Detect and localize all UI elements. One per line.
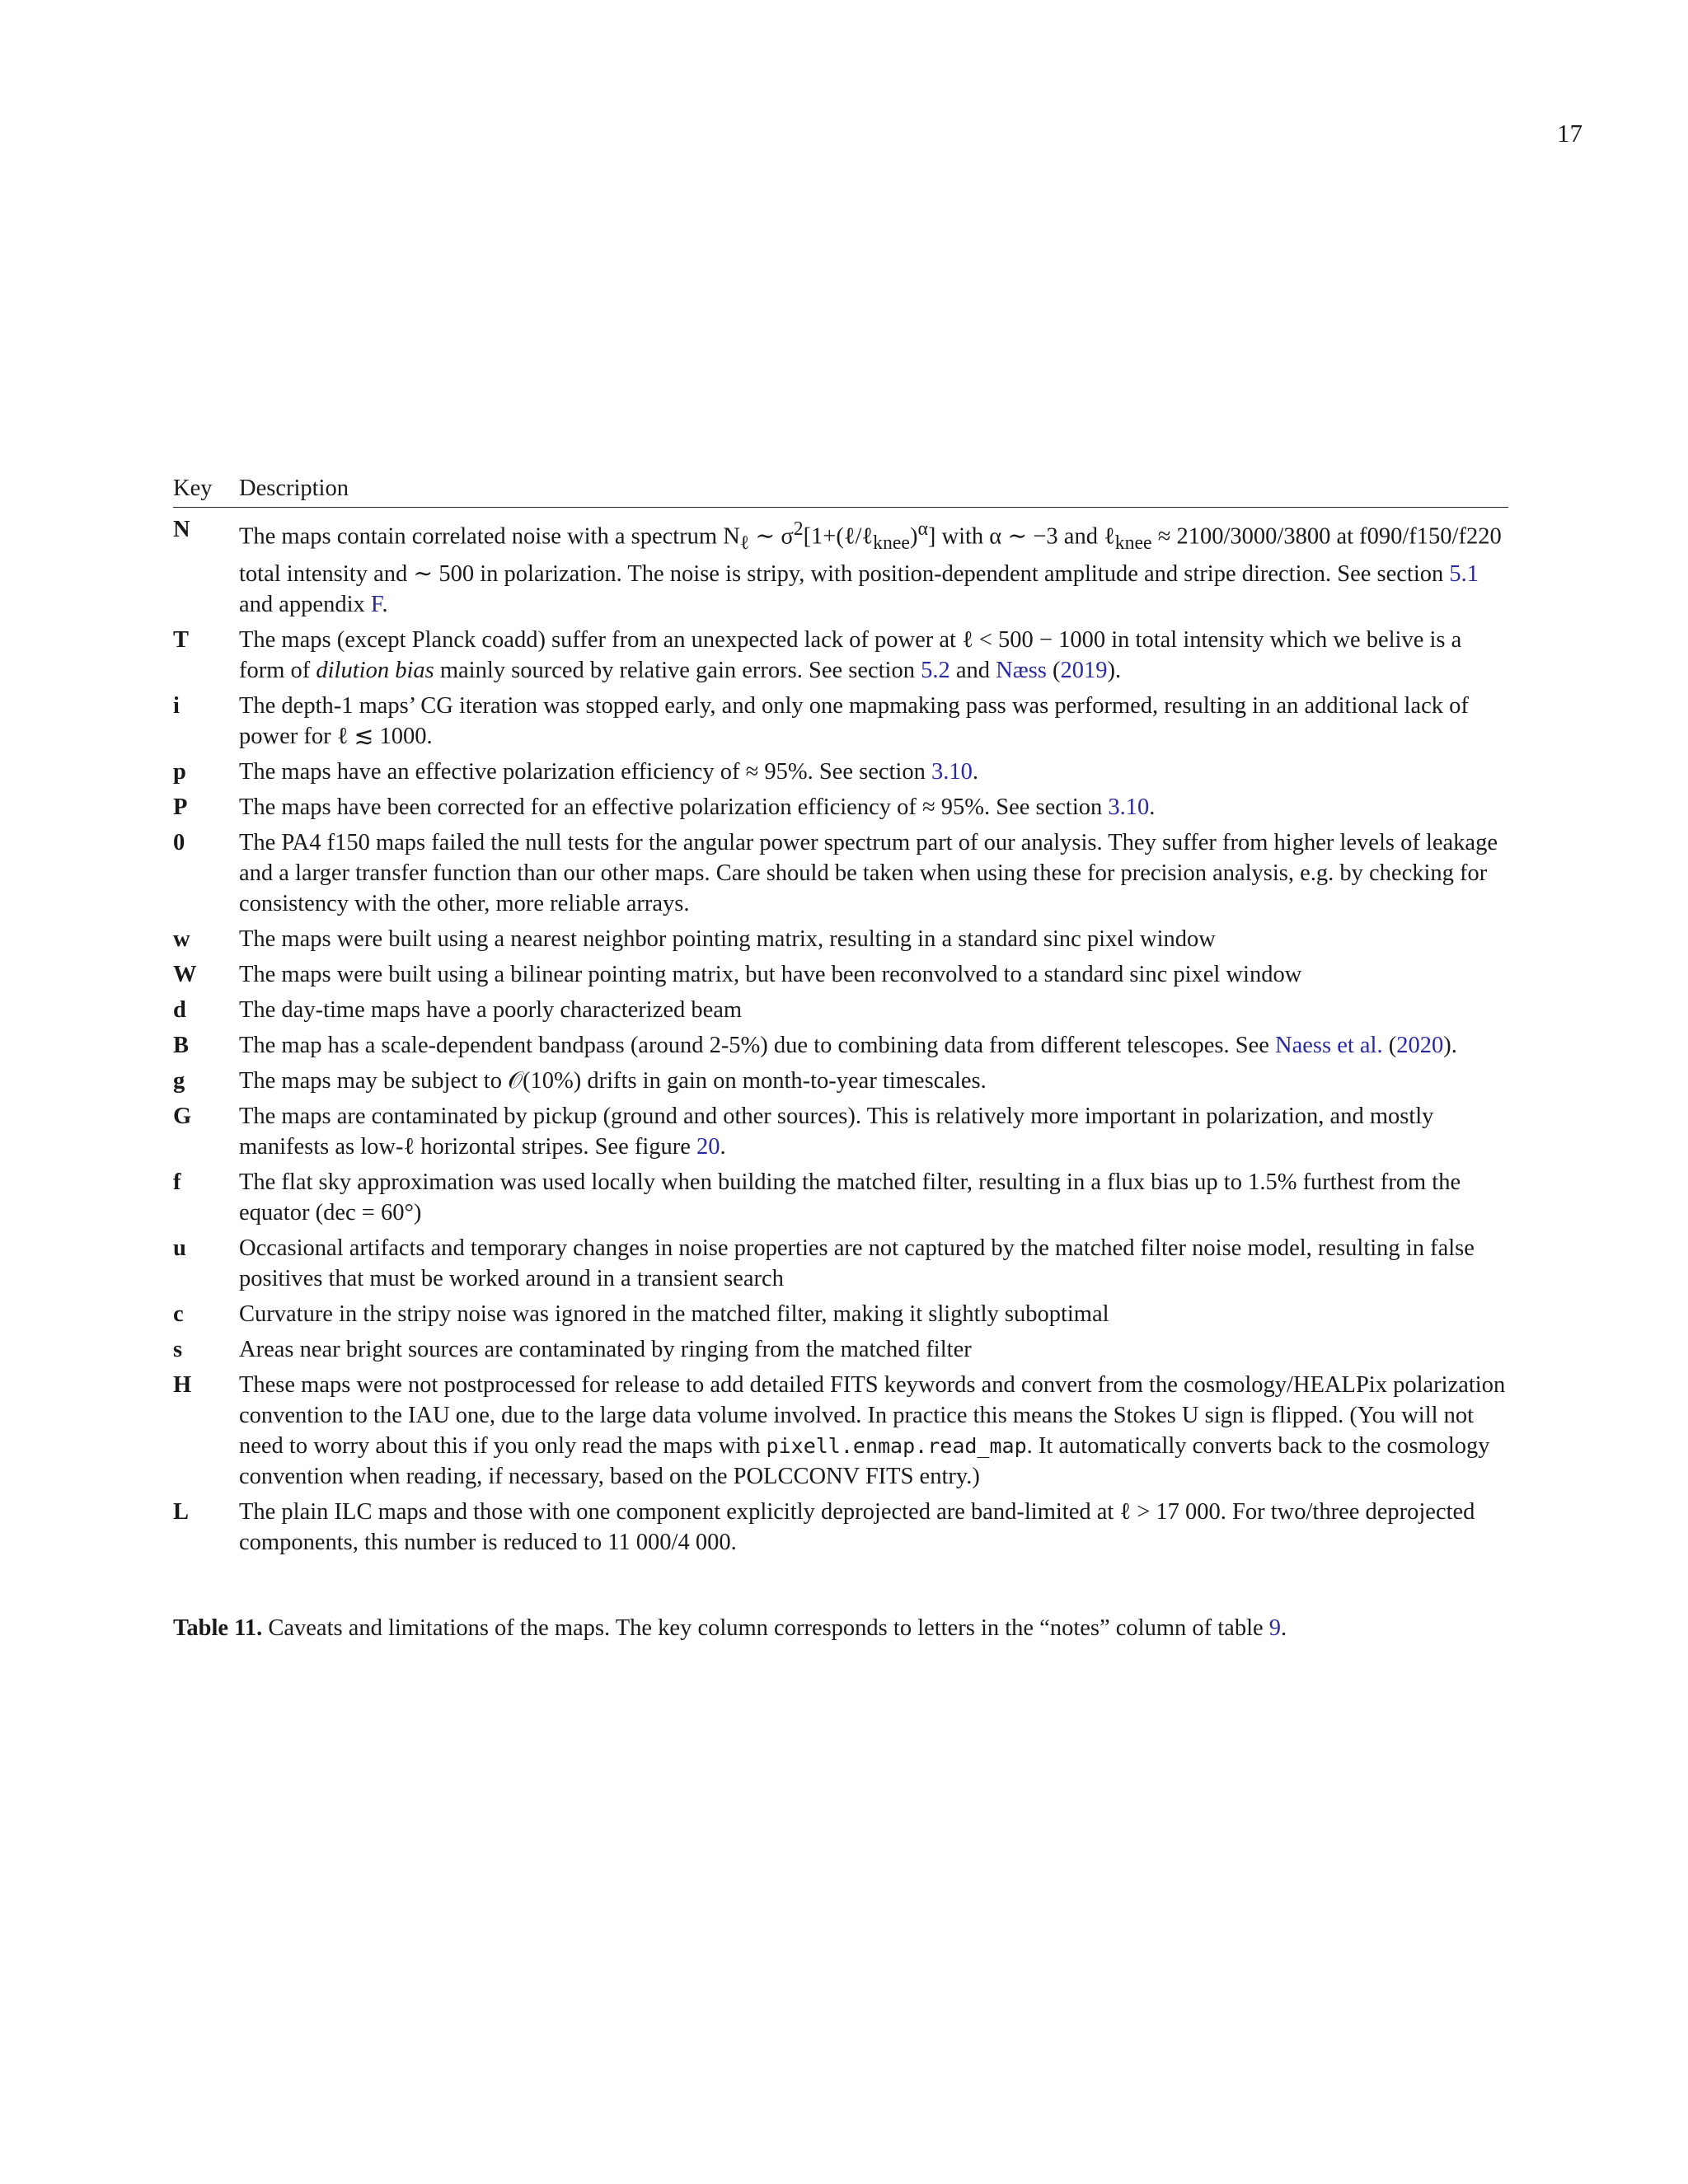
text-segment: knee	[873, 532, 910, 555]
text-segment: The maps are contaminated by pickup (ground and other sources). This is relatively more important in polarization, and mostly manifests as low-ℓ horizontal stripes. See figure	[239, 1104, 1434, 1160]
text-segment: Caveats and limitations of the maps. The key column corresponds to letters in the “notes” column of table	[262, 1615, 1269, 1641]
text-segment: The maps contain correlated noise with a spectrum N	[239, 523, 740, 550]
text-segment: The plain ILC maps and those with one component explicitly deprojected are band-limited at ℓ > 17 000. For two/three deprojected components, this number is reduced to 11 000/4 000.	[239, 1499, 1475, 1556]
cross-reference-link[interactable]: 5.1	[1449, 561, 1479, 588]
text-segment: .	[382, 592, 388, 618]
text-segment: mainly sourced by relative gain errors. See section	[434, 658, 921, 684]
row-key: W	[173, 962, 197, 988]
text-segment: The maps have been corrected for an effective polarization efficiency of ≈ 95%. See section	[239, 794, 1109, 821]
row-key: f	[173, 1169, 181, 1196]
text-segment: .	[1149, 794, 1156, 821]
row-key: T	[173, 627, 190, 654]
text-segment: and	[950, 658, 996, 684]
text-segment: ∼ σ	[749, 523, 794, 550]
table-row	[173, 792, 1508, 823]
row-key: G	[173, 1104, 192, 1130]
row-key: 0	[173, 830, 185, 856]
row-key: c	[173, 1301, 184, 1328]
cross-reference-link[interactable]: 3.10	[1108, 794, 1150, 821]
text-segment: 2	[793, 518, 804, 540]
text-segment: ).	[1443, 1033, 1457, 1059]
text-segment: (	[1046, 658, 1061, 684]
text-segment: ] with α ∼ −3 and ℓ	[927, 523, 1115, 550]
text-segment: .	[972, 759, 978, 785]
row-key: w	[173, 926, 190, 953]
row-description	[239, 1066, 1508, 1096]
row-key: N	[173, 517, 190, 542]
row-key: g	[173, 1068, 185, 1094]
text-segment: Occasional artifacts and temporary changes in noise properties are not captured by the matched filter noise model, resulting in false positives that must be worked around in a transient search	[239, 1235, 1475, 1292]
cross-reference-link[interactable]: Næss	[996, 658, 1047, 684]
row-description	[239, 1299, 1508, 1329]
row-description	[239, 1370, 1508, 1492]
row-description	[239, 1334, 1508, 1365]
table-row	[173, 691, 1508, 752]
text-segment: The maps were built using a nearest neighbor pointing matrix, resulting in a standard sinc pixel window	[239, 926, 1216, 953]
cross-reference-link[interactable]: 20	[696, 1134, 720, 1160]
caption-text	[262, 1615, 1287, 1641]
cross-reference-link[interactable]: 2020	[1396, 1033, 1444, 1059]
table-row	[173, 1101, 1508, 1162]
text-segment: )	[909, 523, 918, 550]
table-row	[173, 827, 1508, 919]
table-row	[173, 959, 1508, 990]
text-segment: (	[1382, 1033, 1397, 1059]
table-caption	[173, 1613, 1541, 1643]
text-segment: ≈ 2100/3000/3800 at f090/f150/f220 total intensity and ∼ 500 in polarization. The noise is stripy, with position-dependent amplitude and stripe direction. See section	[239, 523, 1502, 588]
row-description	[239, 1497, 1508, 1558]
page-number: 17	[1557, 119, 1582, 148]
key-column-header: Key	[173, 476, 213, 501]
cross-reference-link[interactable]: F	[370, 592, 382, 618]
row-description	[239, 757, 1508, 787]
table-row	[173, 1299, 1508, 1329]
row-key: B	[173, 1033, 190, 1059]
row-description	[239, 792, 1508, 823]
text-segment: Curvature in the stripy noise was ignored in the matched filter, making it slightly suboptimal	[239, 1301, 1109, 1328]
row-key: P	[173, 794, 188, 821]
cross-reference-link[interactable]: 9	[1268, 1615, 1282, 1641]
row-key: p	[173, 759, 186, 785]
caveats-table	[173, 473, 1508, 1563]
text-segment: The maps were built using a bilinear pointing matrix, but have been reconvolved to a standard sinc pixel window	[239, 962, 1302, 988]
table-row	[173, 1334, 1508, 1365]
row-description	[239, 959, 1508, 990]
text-segment: The depth-1 maps’ CG iteration was stopped early, and only one mapmaking pass was performed, resulting in an additional lack of power for ℓ ≲ 1000.	[239, 693, 1469, 750]
table-row	[173, 625, 1508, 686]
row-description	[239, 1101, 1508, 1162]
table-row	[173, 514, 1508, 620]
text-segment: The day-time maps have a poorly characterized beam	[239, 997, 743, 1024]
row-description	[239, 1233, 1508, 1294]
text-segment: The maps may be subject to 𝒪(10%) drifts in gain on month-to-year timescales.	[239, 1068, 987, 1094]
row-description	[239, 1030, 1508, 1061]
text-segment: .	[720, 1134, 726, 1160]
table-row	[173, 1497, 1508, 1558]
row-description	[239, 1167, 1508, 1228]
table-row	[173, 995, 1508, 1025]
text-segment: α	[917, 518, 928, 540]
text-segment: ).	[1107, 658, 1122, 684]
text-segment: These maps were not postprocessed for release to add detailed FITS keywords and convert from the cosmology/HEALPix polarization convention to the IAU one, due to the large data volume involved. In practice this means the Stokes U sign is flipped. (You will not need to worry about this if you only read the maps with	[239, 1372, 1506, 1460]
row-key: u	[173, 1235, 186, 1262]
row-description	[239, 995, 1508, 1025]
text-segment: pixell.enmap.read_map	[766, 1434, 1027, 1459]
row-key: H	[173, 1372, 192, 1399]
table-row	[173, 1370, 1508, 1492]
row-key: L	[173, 1499, 190, 1526]
text-segment: Areas near bright sources are contaminated by ringing from the matched filter	[239, 1337, 972, 1363]
table-row	[173, 1066, 1508, 1096]
table-row	[173, 757, 1508, 787]
table-row	[173, 924, 1508, 954]
text-segment: The maps (except Planck coadd) suffer from an unexpected lack of power at ℓ < 500 − 1000 in total intensity which we belive is a form of	[239, 627, 1462, 684]
text-segment: knee	[1114, 532, 1152, 555]
cross-reference-link[interactable]: 2019	[1060, 658, 1108, 684]
text-segment: and appendix	[239, 592, 371, 618]
table-row	[173, 1233, 1508, 1294]
cross-reference-link[interactable]: 3.10	[931, 759, 973, 785]
text-segment: [1+(ℓ/ℓ	[803, 523, 874, 550]
table-row	[173, 1167, 1508, 1228]
table-row	[173, 1030, 1508, 1061]
text-segment: The PA4 f150 maps failed the null tests for the angular power spectrum part of our analysis. They suffer from higher levels of leakage and a larger transfer function than our other maps. Care should be taken when using these for precision analysis, e.g. by checking for consistency with the other, more reliable arrays.	[239, 830, 1498, 917]
text-segment: ℓ	[739, 532, 750, 555]
cross-reference-link[interactable]: Naess et al.	[1275, 1033, 1383, 1059]
text-segment: .	[1281, 1615, 1287, 1641]
row-description	[239, 625, 1508, 686]
description-column-header: Description	[239, 476, 349, 501]
row-description	[239, 827, 1508, 919]
row-key: s	[173, 1337, 183, 1363]
row-key: i	[173, 693, 180, 719]
text-segment: . It automatically converts back to the cosmology convention when reading, if necessary, based on the POLCCONV FITS entry.)	[239, 1433, 1490, 1490]
row-key: d	[173, 997, 186, 1024]
row-description	[239, 514, 1508, 620]
text-segment: The maps have an effective polarization efficiency of ≈ 95%. See section	[239, 759, 931, 785]
text-segment: The map has a scale-dependent bandpass (around 2-5%) due to combining data from different telescopes. See	[239, 1033, 1275, 1059]
cross-reference-link[interactable]: 5.2	[921, 658, 950, 684]
table-body	[173, 514, 1508, 1558]
row-description	[239, 924, 1508, 954]
caption-label: Table 11.	[173, 1615, 263, 1641]
text-segment: The flat sky approximation was used locally when building the matched filter, resulting in a flux bias up to 1.5% furthest from the equator (dec = 60°)	[239, 1169, 1461, 1226]
text-segment: dilution bias	[316, 658, 434, 684]
table-header	[173, 473, 1508, 508]
row-description	[239, 691, 1508, 752]
